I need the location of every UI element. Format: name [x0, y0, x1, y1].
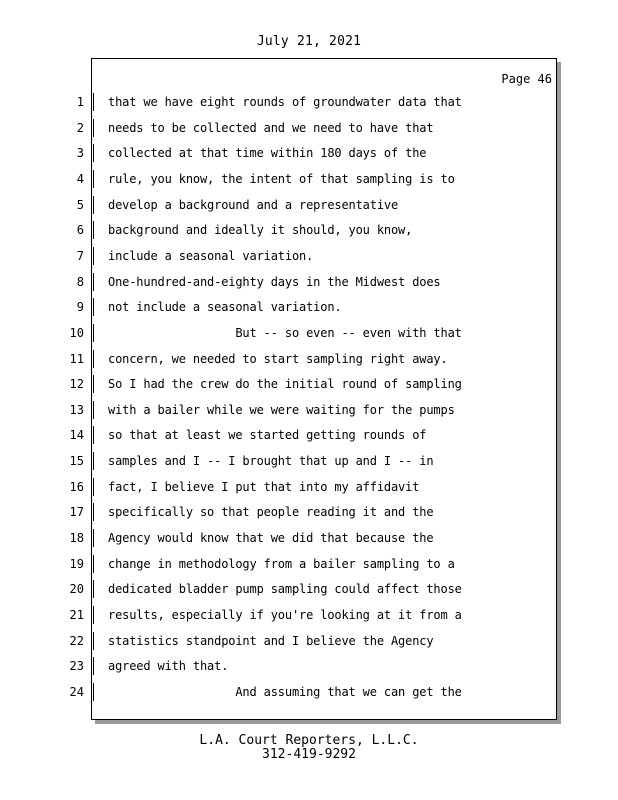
line-number: 5	[76, 197, 84, 212]
transcript-line	[0, 579, 560, 599]
margin-rule	[93, 119, 94, 137]
transcript-line	[0, 220, 560, 240]
margin-rule	[93, 375, 94, 393]
transcript-line	[0, 425, 560, 445]
margin-rule	[93, 683, 94, 701]
line-text: background and ideally it should, you know,	[108, 223, 413, 238]
line-text: so that at least we started getting rounds of	[108, 428, 427, 443]
line-number: 10	[69, 325, 84, 340]
reporter-phone: 312-419-9292	[262, 747, 356, 762]
transcript-line	[0, 631, 560, 651]
transcript-date: July 21, 2021	[256, 34, 362, 49]
transcript-line	[0, 451, 560, 471]
transcript-line	[0, 169, 560, 189]
margin-rule	[93, 144, 94, 162]
transcript-line	[0, 554, 560, 574]
footer	[0, 734, 618, 762]
margin-rule	[93, 580, 94, 598]
line-text: needs to be collected and we need to have that	[108, 120, 434, 135]
margin-rule	[93, 657, 94, 675]
margin-rule	[93, 426, 94, 444]
transcript-line	[0, 349, 560, 369]
line-text: dedicated bladder pump sampling could affect those	[108, 582, 462, 597]
transcript-line	[0, 246, 560, 266]
line-number: 22	[69, 633, 84, 648]
line-text: One-hundred-and-eighty days in the Midwest does	[108, 274, 441, 289]
margin-rule	[93, 503, 94, 521]
transcript-line	[0, 605, 560, 625]
line-text: collected at that time within 180 days of the	[108, 146, 427, 161]
line-text: not include a seasonal variation.	[108, 300, 342, 315]
line-number: 17	[69, 505, 84, 520]
transcript-line	[0, 682, 560, 702]
margin-rule	[93, 606, 94, 624]
line-number: 19	[69, 556, 84, 571]
line-number: 15	[69, 454, 84, 469]
page-number: Page 46	[501, 72, 552, 86]
margin-rule	[93, 221, 94, 239]
margin-rule	[93, 170, 94, 188]
transcript-line	[0, 374, 560, 394]
line-text: But -- so even -- even with that	[108, 325, 462, 340]
transcript-line	[0, 400, 560, 420]
margin-rule	[93, 478, 94, 496]
line-text: fact, I believe I put that into my affidavit	[108, 479, 420, 494]
margin-rule	[93, 324, 94, 342]
transcript-line	[0, 323, 560, 343]
margin-rule	[93, 273, 94, 291]
transcript-line	[0, 656, 560, 676]
line-text: Agency would know that we did that because the	[108, 531, 434, 546]
margin-rule	[93, 529, 94, 547]
line-text: concern, we needed to start sampling right away.	[108, 351, 448, 366]
transcript-line	[0, 118, 560, 138]
transcript-line	[0, 195, 560, 215]
line-text: results, especially if you're looking at it from a	[108, 608, 462, 622]
margin-rule	[93, 350, 94, 368]
line-number: 20	[69, 582, 84, 597]
line-text: with a bailer while we were waiting for the pumps	[108, 402, 455, 417]
line-number: 6	[76, 223, 84, 238]
line-number: 23	[69, 659, 84, 674]
transcript-line	[0, 143, 560, 163]
margin-rule	[93, 452, 94, 470]
line-number: 21	[69, 608, 84, 622]
line-text: samples and I -- I brought that up and I -- in	[108, 454, 434, 469]
line-number: 16	[69, 479, 84, 494]
margin-rule	[93, 93, 94, 111]
margin-rule	[93, 196, 94, 214]
line-text: statistics standpoint and I believe the Agency	[108, 633, 434, 648]
line-number: 1	[76, 95, 84, 109]
transcript-line	[0, 528, 560, 548]
line-text: So I had the crew do the initial round of sampling	[108, 377, 462, 392]
transcript-line	[0, 477, 560, 497]
margin-rule	[93, 298, 94, 316]
margin-rule	[93, 555, 94, 573]
line-number: 13	[69, 402, 84, 417]
line-number: 9	[76, 300, 84, 315]
transcript-line	[0, 502, 560, 522]
margin-rule	[93, 401, 94, 419]
line-text: And assuming that we can get the	[108, 684, 462, 699]
line-text: develop a background and a representative	[108, 197, 399, 212]
line-number: 18	[69, 531, 84, 546]
reporter-company: L.A. Court Reporters, L.L.C.	[199, 733, 419, 748]
line-number: 8	[76, 274, 84, 289]
line-number: 3	[76, 146, 84, 161]
line-text: agreed with that.	[108, 659, 229, 674]
line-number: 7	[76, 248, 84, 263]
line-text: change in methodology from a bailer sampling to a	[108, 556, 455, 571]
line-number: 4	[76, 171, 84, 186]
line-number: 2	[76, 120, 84, 135]
line-text: include a seasonal variation.	[108, 248, 314, 263]
margin-rule	[93, 632, 94, 650]
line-text: rule, you know, the intent of that sampling is to	[108, 171, 455, 186]
transcript-line	[0, 297, 560, 317]
line-text: specifically so that people reading it and the	[108, 505, 434, 520]
line-number: 12	[69, 377, 84, 392]
line-number: 14	[69, 428, 84, 443]
line-text: that we have eight rounds of groundwater data that	[108, 95, 462, 109]
transcript-line	[0, 272, 560, 292]
line-number: 11	[69, 351, 84, 366]
line-number: 24	[69, 684, 84, 699]
margin-rule	[93, 247, 94, 265]
transcript-line	[0, 92, 560, 112]
